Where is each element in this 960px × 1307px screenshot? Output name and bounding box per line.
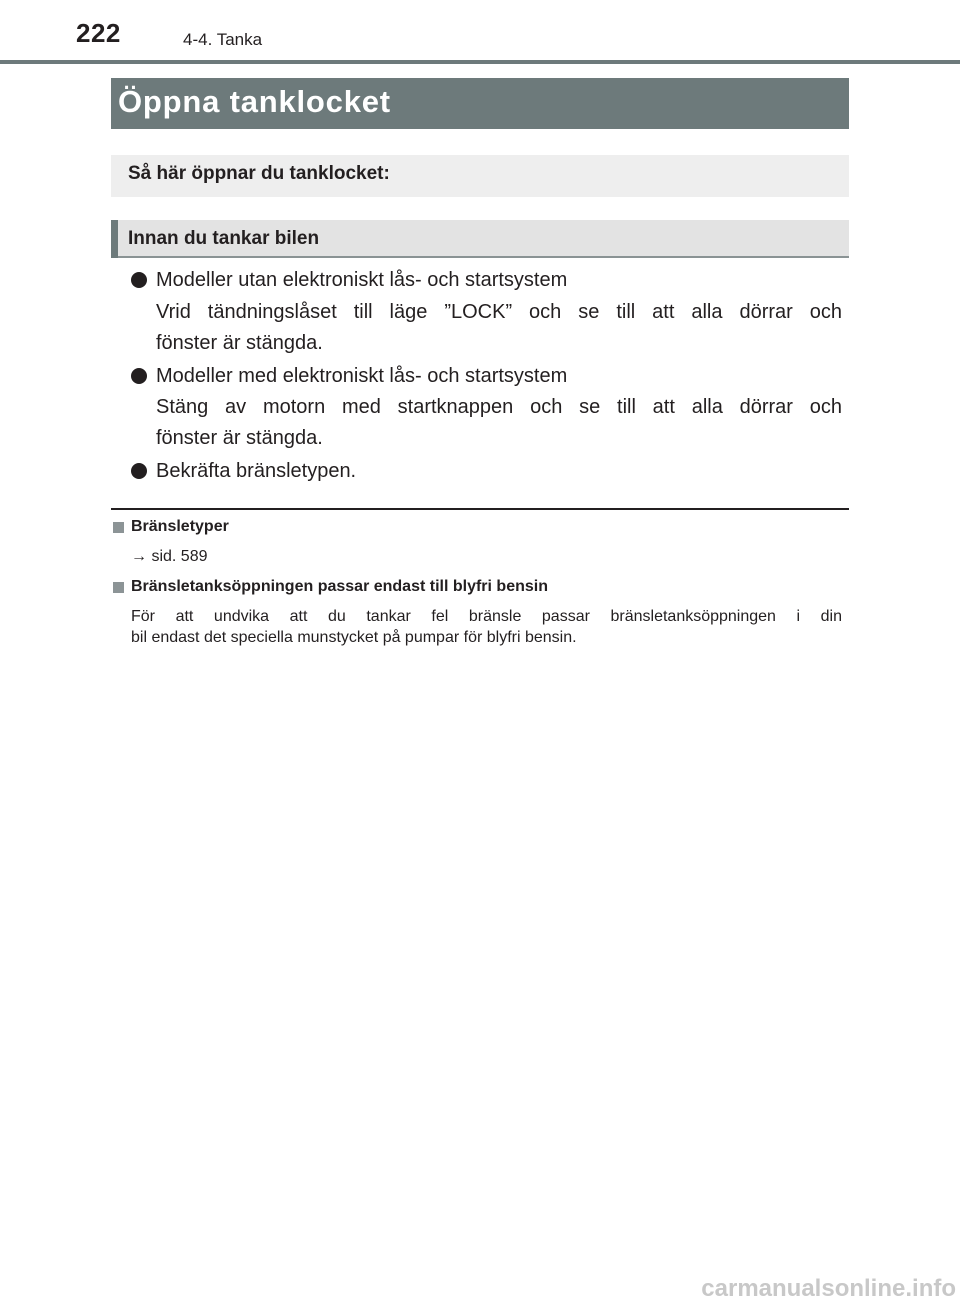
section-label: 4-4. Tanka (183, 30, 263, 49)
bullet-title: Modeller utan elektroniskt lås- och startsystem (156, 269, 568, 291)
note-title: Bränsletyper (131, 518, 229, 535)
subsection-heading: Innan du tankar bilen (128, 228, 320, 249)
bullet-icon (131, 463, 147, 479)
bullet-title: Bekräfta bränsletypen. (156, 460, 357, 482)
note-square-icon (113, 582, 124, 593)
bullet-text: Stäng av motorn med startknappen och se till att alla dörrar och (156, 396, 842, 418)
bullet-title: Modeller med elektroniskt lås- och startsystem (156, 365, 568, 387)
subsection-marker (111, 220, 118, 258)
note-text: bil endast det speciella munstycket på pumpar för blyfri bensin. (131, 629, 577, 646)
header-divider (0, 60, 960, 64)
page-number: 222 (76, 18, 121, 48)
bullet-icon (131, 272, 147, 288)
bullet-text: Vrid tändningslåset till läge ”LOCK” och se till att alla dörrar och (156, 301, 842, 323)
notes-divider (111, 508, 849, 510)
note-title: Bränsletanksöppningen passar endast till blyfri bensin (131, 578, 548, 595)
note-square-icon (113, 522, 124, 533)
howto-heading: Så här öppnar du tanklocket: (128, 163, 390, 184)
note-text: För att undvika att du tankar fel bränsle passar bränsletanksöppningen i din (131, 608, 842, 625)
note-reference: → sid. 589 (131, 548, 208, 565)
bullet-text: fönster är stängda. (156, 427, 323, 449)
bullet-icon (131, 368, 147, 384)
page-title: Öppna tanklocket (118, 84, 391, 119)
bullet-text: fönster är stängda. (156, 332, 323, 354)
watermark: carmanualsonline.info (701, 1275, 956, 1302)
